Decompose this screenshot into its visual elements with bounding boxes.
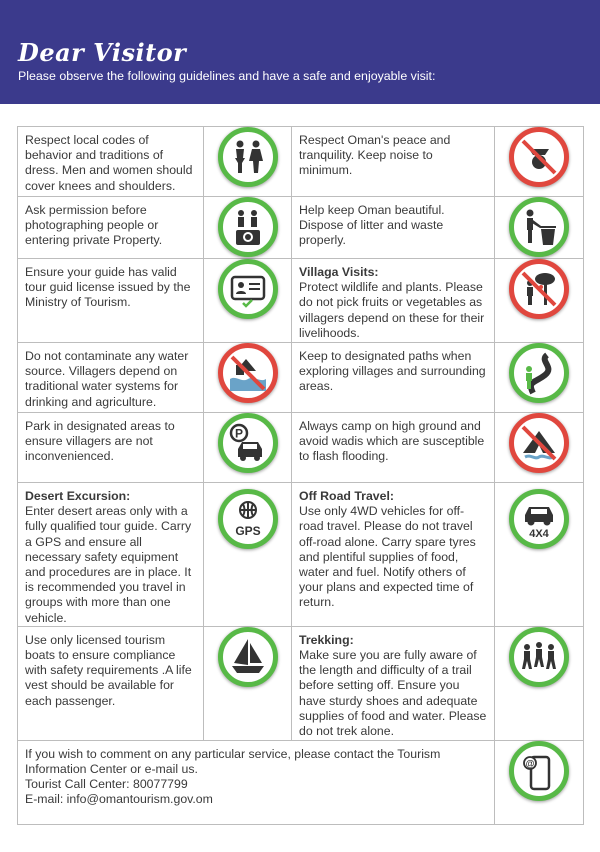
parking-car-icon: [218, 413, 278, 473]
guideline-icon-cell: [204, 483, 292, 627]
email-line[interactable]: E-mail: info@omantourism.gov.om: [25, 792, 213, 807]
guideline-icon-cell: [204, 259, 292, 343]
table-row: [18, 413, 584, 483]
guideline-icon-cell: [495, 740, 584, 824]
no-water-contamination-icon: [218, 343, 278, 403]
guideline-text: Respect Oman's peace and tranquility. Keep noise to minimum.: [299, 133, 451, 178]
guideline-icon-cell: [495, 413, 584, 483]
guideline-text: Ensure your guide has valid tour guid license issued by the Ministry of Tourism.: [25, 265, 191, 310]
contact-info: [18, 740, 495, 824]
guideline-text: Make sure you are fully aware of the length and difficulty of a trail before setting off. Ensure you have sturdy shoes and adequate supplies of food and water. Please do not trek alone.: [299, 648, 487, 739]
guideline-text: Respect local codes of behavior and traditions of dress. Men and women should cover knees and shoulders.: [25, 133, 193, 193]
guideline-heading: Desert Excursion:: [25, 489, 131, 503]
guideline-icon-cell: [204, 127, 292, 197]
guideline-water-text: [18, 343, 204, 413]
no-noise-icon: [509, 127, 569, 187]
contact-intro: If you wish to comment on any particular service, please contact the Tourism Information Center or e-mail us.: [25, 746, 441, 777]
phone-email-icon: [509, 741, 569, 801]
svg-text:@: @: [525, 758, 535, 769]
guideline-icon-cell: [495, 259, 584, 343]
guideline-text: Help keep Oman beautiful. Dispose of litter and waste properly.: [299, 203, 445, 248]
gps-label: GPS: [234, 524, 261, 538]
guideline-heading: Off Road Travel:: [299, 489, 394, 503]
modest-dress-icon: [218, 127, 278, 187]
guideline-boat-text: [18, 626, 204, 740]
no-camping-wadi-icon: [509, 413, 569, 473]
guideline-path-text: [292, 343, 495, 413]
guideline-icon-cell: [495, 127, 584, 197]
guideline-text: Use only licensed tourism boats to ensure compliance with safety requirements .A life vest should be available for each passenger.: [25, 632, 192, 708]
guideline-text: Park in designated areas to ensure villagers are not inconvenienced.: [25, 419, 175, 464]
license-card-icon: [218, 259, 278, 319]
guideline-offroad-text: [292, 483, 495, 627]
guideline-icon-cell: [495, 483, 584, 627]
guideline-icon-cell: [204, 197, 292, 259]
table-row: [18, 197, 584, 259]
call-center: Tourist Call Center: 80077799: [25, 777, 188, 792]
guideline-parking-text: [18, 413, 204, 483]
hikers-icon: [509, 627, 569, 687]
page-title: Dear Visitor: [18, 38, 187, 67]
guideline-heading: Trekking:: [299, 632, 354, 647]
guideline-icon-cell: [495, 626, 584, 740]
guideline-icon-cell: [204, 343, 292, 413]
page-subtitle: Please observe the following guidelines and have a safe and enjoyable visit:: [18, 69, 436, 83]
guideline-text: Keep to designated paths when exploring villages and surrounding areas.: [299, 349, 486, 394]
guideline-icon-cell: [204, 626, 292, 740]
guideline-license-text: [18, 259, 204, 343]
table-row: [18, 626, 584, 740]
guideline-litter-text: [292, 197, 495, 259]
table-row: [18, 483, 584, 627]
gps-icon: [218, 489, 278, 549]
walking-path-icon: [509, 343, 569, 403]
table-row: [18, 127, 584, 197]
guideline-icon-cell: [204, 413, 292, 483]
guideline-photo-text: [18, 197, 204, 259]
no-picking-fruit-icon: [509, 259, 569, 319]
guideline-icon-cell: [495, 197, 584, 259]
guideline-camp-text: [292, 413, 495, 483]
guideline-noise-text: [292, 127, 495, 197]
guideline-text: Ask permission before photographing people or entering private Property.: [25, 203, 163, 248]
sailboat-icon: [218, 627, 278, 687]
guideline-text: Do not contaminate any water source. Villagers depend on traditional water systems for drinking and agriculture.: [25, 349, 189, 409]
camera-permission-icon: [218, 197, 278, 257]
table-row: [18, 259, 584, 343]
header-banner: [0, 0, 600, 104]
guideline-icon-cell: [495, 343, 584, 413]
table-row: [18, 343, 584, 413]
table-row: [18, 740, 584, 824]
svg-text:P: P: [234, 426, 243, 441]
guideline-trekking-text: [292, 626, 495, 740]
guideline-desert-text: [18, 483, 204, 627]
guideline-village-text: [292, 259, 495, 343]
four-by-four-label: 4X4: [529, 528, 549, 540]
guidelines-table: [17, 126, 584, 825]
guideline-text: Enter desert areas only with a fully qualified tour guide. Carry a GPS and ensure all necessary safety equipment and procedures are in place. It is recommended you travel in groups with more than one vehicle.: [25, 504, 192, 625]
guideline-text: Protect wildlife and plants. Please do not pick fruits or vegetables as villagers depend on these for their livelihoods.: [299, 280, 485, 340]
litter-bin-icon: [509, 197, 569, 257]
four-by-four-icon: [509, 489, 569, 549]
guideline-text: Always camp on high ground and avoid wadis which are susceptible to flash flooding.: [299, 419, 485, 464]
guideline-heading: Villaga Visits:: [299, 265, 379, 279]
guideline-dress-text: [18, 127, 204, 197]
guideline-text: Use only 4WD vehicles for off-road travel. Please do not travel off-road alone. Carry spare tyres and plentiful supplies of food, water and fuel. Notify others of your plans and expected time of return.: [299, 504, 476, 610]
